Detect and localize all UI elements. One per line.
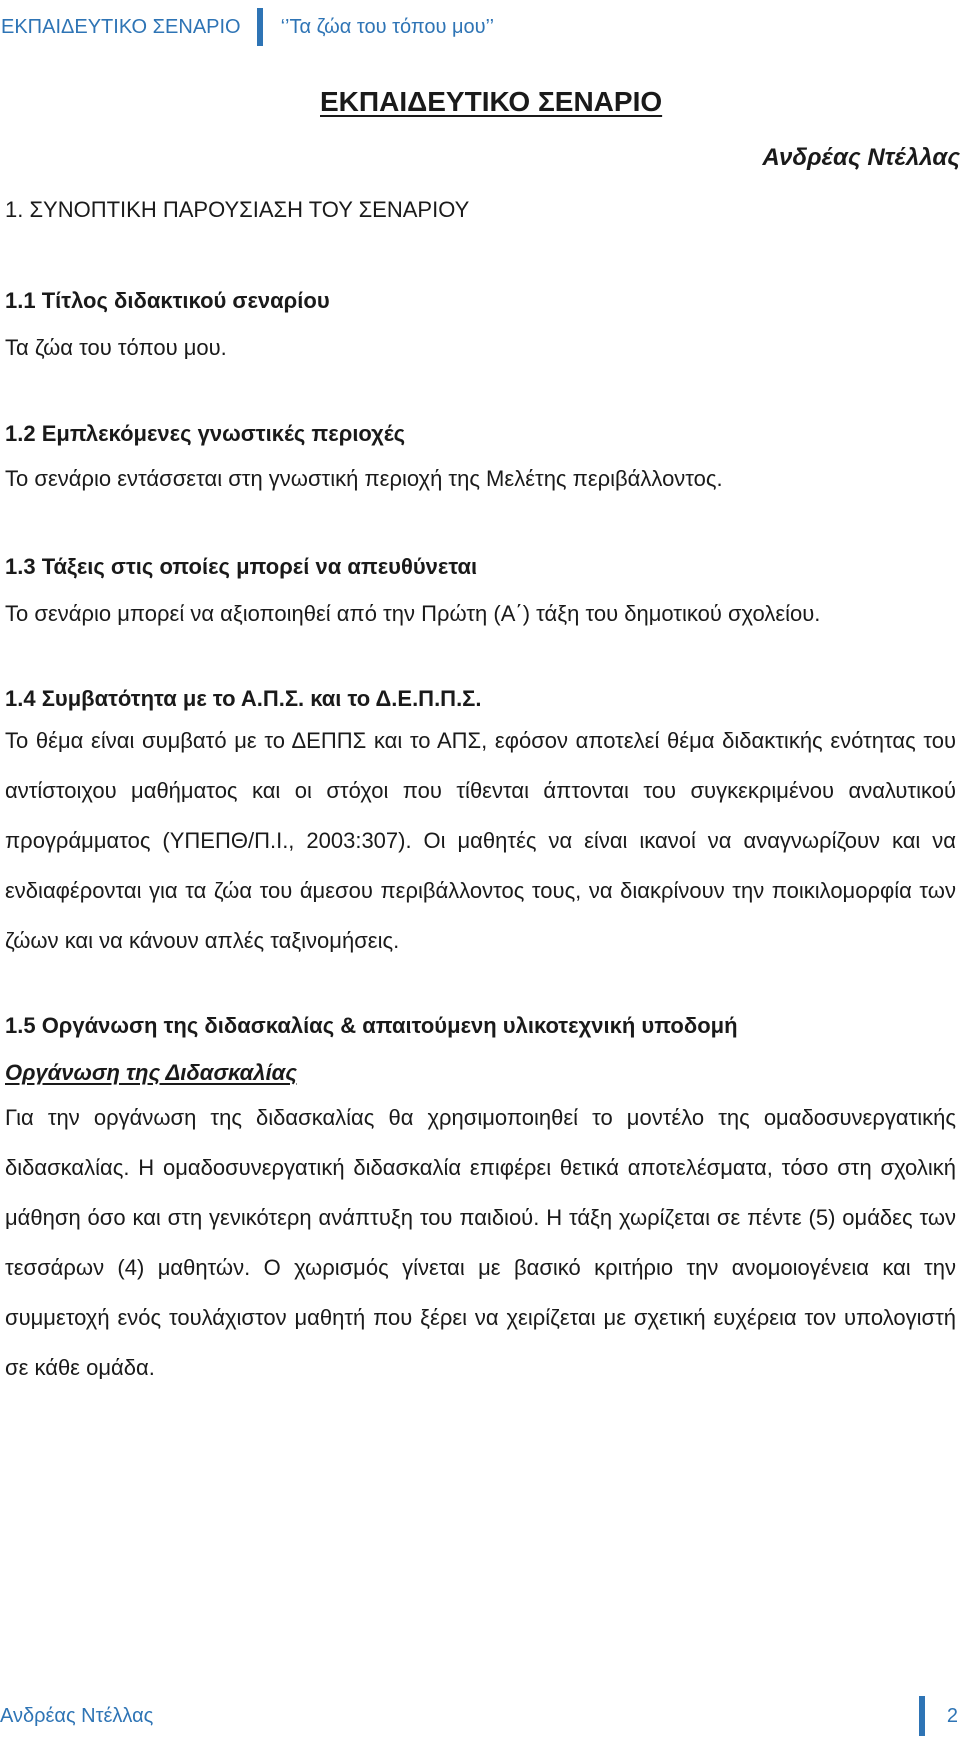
author-name: Ανδρέας Ντέλλας — [762, 144, 960, 171]
header-separator — [257, 8, 263, 46]
section-1-4-text: Το θέμα είναι συμβατό με το ΔΕΠΠΣ και το ΑΠΣ, εφόσον αποτελεί θέμα διδακτικής ενότητας του αντίστοιχου μαθήματος και οι στόχοι που τίθενται άπτονται του συγκεκριμένου αναλυτικού προγράμματος (ΥΠΕΠΘ/Π.Ι., 2003:307). Οι μαθητές να είναι ικανοί να αναγνωρίζουν και να ενδιαφέρονται για τα ζώα του άμεσου περιβάλλοντος τους, να διακρίνουν την ποικιλομορφία των ζώων και να κάνουν απλές ταξινομήσεις. — [5, 728, 956, 953]
document-body — [5, 190, 956, 1393]
section-1-3-heading: 1.3 Τάξεις στις οποίες μπορεί να απευθύνεται — [5, 554, 478, 579]
section-1-heading: 1. ΣΥΝΟΠΤΙΚΗ ΠΑΡΟΥΣΙΑΣΗ ΤΟΥ ΣΕΝΑΡΙΟΥ — [5, 197, 470, 222]
page-number: 2 — [946, 1704, 958, 1727]
section-1-2-heading: 1.2 Εμπλεκόμενες γνωστικές περιοχές — [5, 421, 406, 446]
section-1-5-subheading: Οργάνωση της Διδασκαλίας — [5, 1060, 297, 1085]
section-1-4-heading: 1.4 Συμβατότητα με το Α.Π.Σ. και το Δ.Ε.Π.Π.Σ. — [5, 686, 482, 711]
footer-page-info — [919, 1696, 958, 1736]
section-1-2-text: Το σενάριο εντάσσεται στη γνωστική περιοχή της Μελέτης περιβάλλοντος. — [5, 466, 723, 491]
page-title: ΕΚΠΑΙΔΕΥΤΙΚΟ ΣΕΝΑΡΙΟ — [320, 86, 663, 117]
header-doc-type: ΕΚΠΑΙΔΕΥΤΙΚΟ ΣΕΝΑΡΙΟ — [1, 15, 241, 38]
section-1-1-text: Τα ζώα του τόπου μου. — [5, 335, 227, 360]
section-1-3-text: Το σενάριο μπορεί να αξιοποιηθεί από την Πρώτη (Α΄) τάξη του δημοτικού σχολείου. — [5, 601, 821, 626]
footer-separator — [919, 1696, 925, 1736]
running-footer — [0, 1696, 958, 1736]
footer-author: Ανδρέας Ντέλλας — [0, 1704, 154, 1727]
section-1-1-heading: 1.1 Τίτλος διδακτικού σεναρίου — [5, 288, 330, 313]
running-header — [0, 8, 494, 46]
section-1-5-heading: 1.5 Οργάνωση της διδασκαλίας & απαιτούμενη υλικοτεχνική υποδομή — [5, 1013, 738, 1038]
header-doc-title: ‘’Τα ζώα του τόπου μου’’ — [280, 15, 495, 38]
section-1-5-text: Για την οργάνωση της διδασκαλίας θα χρησιμοποιηθεί το μοντέλο της ομαδοσυνεργατικής διδασκαλίας. Η ομαδοσυνεργατική διδασκαλία επιφέρει θετικά αποτελέσματα, τόσο στη σχολική μάθηση όσο και στη γενικότερη ανάπτυξη του παιδιού. Η τάξη χωρίζεται σε πέντε (5) ομάδες των τεσσάρων (4) μαθητών. Ο χωρισμός γίνεται με βασικό κριτήριο την ανομοιογένεια και την συμμετοχή ενός τουλάχιστον μαθητή που ξέρει να χειρίζεται με σχετική ευχέρεια τον υπολογιστή σε κάθε ομάδα. — [5, 1105, 956, 1380]
